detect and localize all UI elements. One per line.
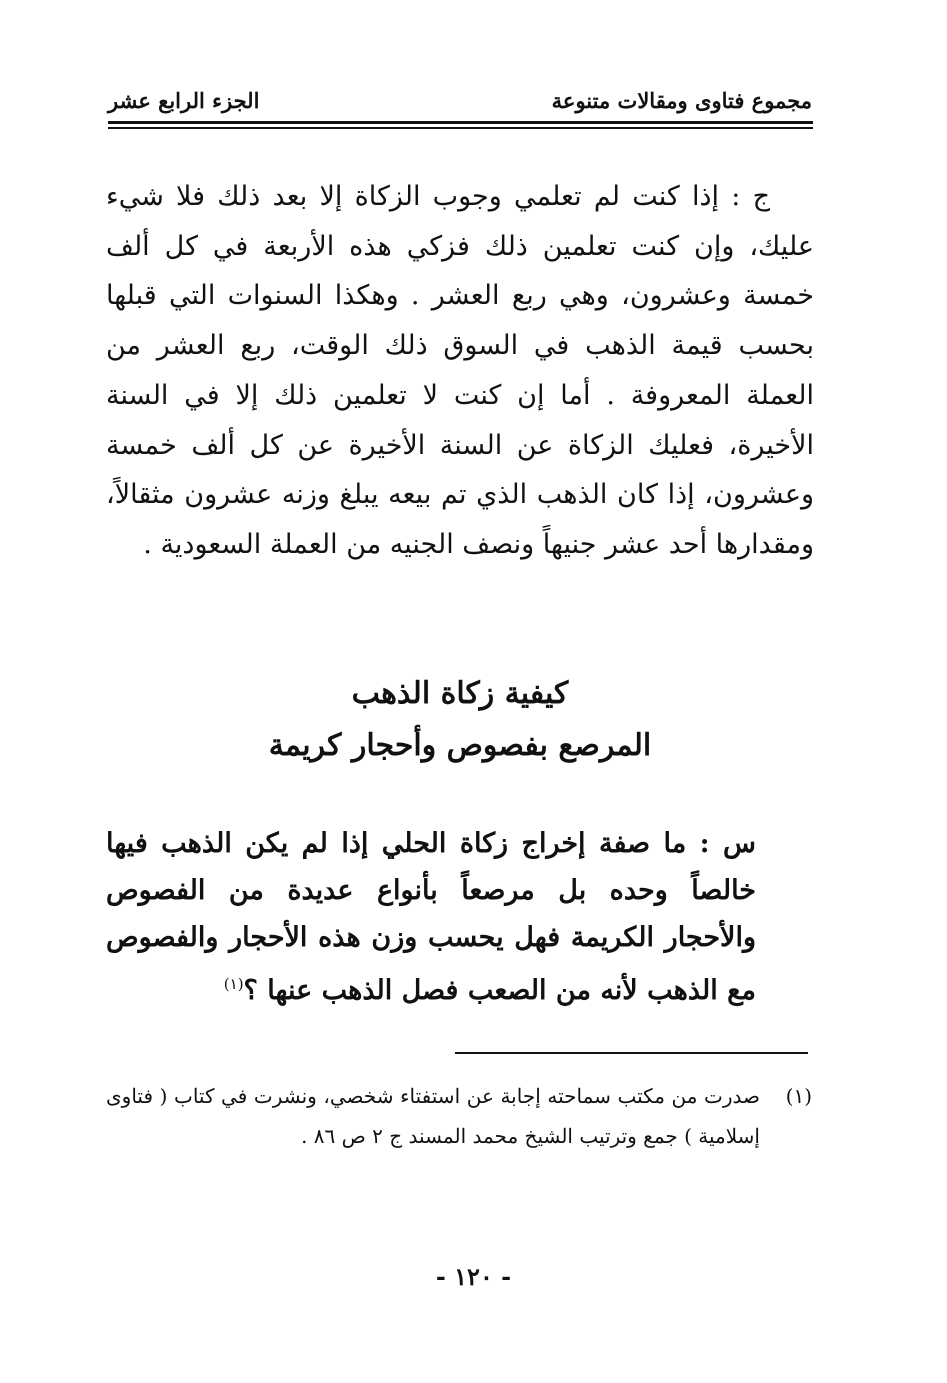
question-paragraph xyxy=(106,820,756,1014)
section-title-line-2: المرصع بفصوص وأحجار كريمة xyxy=(268,728,652,763)
footnote-number: (١) xyxy=(785,1084,812,1108)
header-rule-thick xyxy=(108,121,813,124)
footnote-text: صدرت من مكتب سماحته إجابة عن استفتاء شخصي، ونشرت في كتاب ( فتاوى إسلامية ) جمع وترتيب الشيخ محمد المسند ج ٢ ص ٨٦ . xyxy=(106,1084,760,1148)
answer-paragraph xyxy=(106,172,814,570)
volume-label: الجزء الرابع عشر xyxy=(108,88,260,113)
footnote-separator xyxy=(455,1052,808,1054)
book-title: مجموع فتاوى ومقالات متنوعة xyxy=(551,88,812,113)
page-number: - ١٢٠ - xyxy=(435,1262,512,1291)
section-heading xyxy=(106,668,814,772)
running-header xyxy=(108,88,812,124)
footnote-reference: (١) xyxy=(223,975,244,993)
section-title-line-1: كيفية زكاة الذهب xyxy=(351,676,569,711)
footnote xyxy=(106,1076,812,1156)
question-text: س : ما صفة إخراج زكاة الحلي إذا لم يكن الذهب فيها خالصاً وحده بل مرصعاً بأنواع عديدة من الفصوص والأحجار الكريمة فهل يحسب وزن هذه الأحجار والفصوص مع الذهب لأنه من الصعب فصل الذهب عنها ؟ xyxy=(106,828,756,1006)
answer-text: ج : إذا كنت لم تعلمي وجوب الزكاة إلا بعد ذلك فلا شيء عليك، وإن كنت تعلمين ذلك فزكي هذه الأربعة في كل ألف خمسة وعشرون، وهي ربع العشر . وهكذا السنوات التي قبلها بحسب قيمة الذهب في السوق ذلك الوقت، ربع العشر من العملة المعروفة . أما إن كنت لا تعلمين ذلك إلا في السنة الأخيرة، فعليك الزكاة عن السنة الأخيرة عن كل ألف خمسة وعشرون، إذا كان الذهب الذي تم بيعه يبلغ وزنه عشرون مثقالاً، ومقدارها أحد عشر جنيهاً ونصف الجنيه من العملة السعودية . xyxy=(106,181,814,560)
header-rule-thin xyxy=(108,127,813,129)
